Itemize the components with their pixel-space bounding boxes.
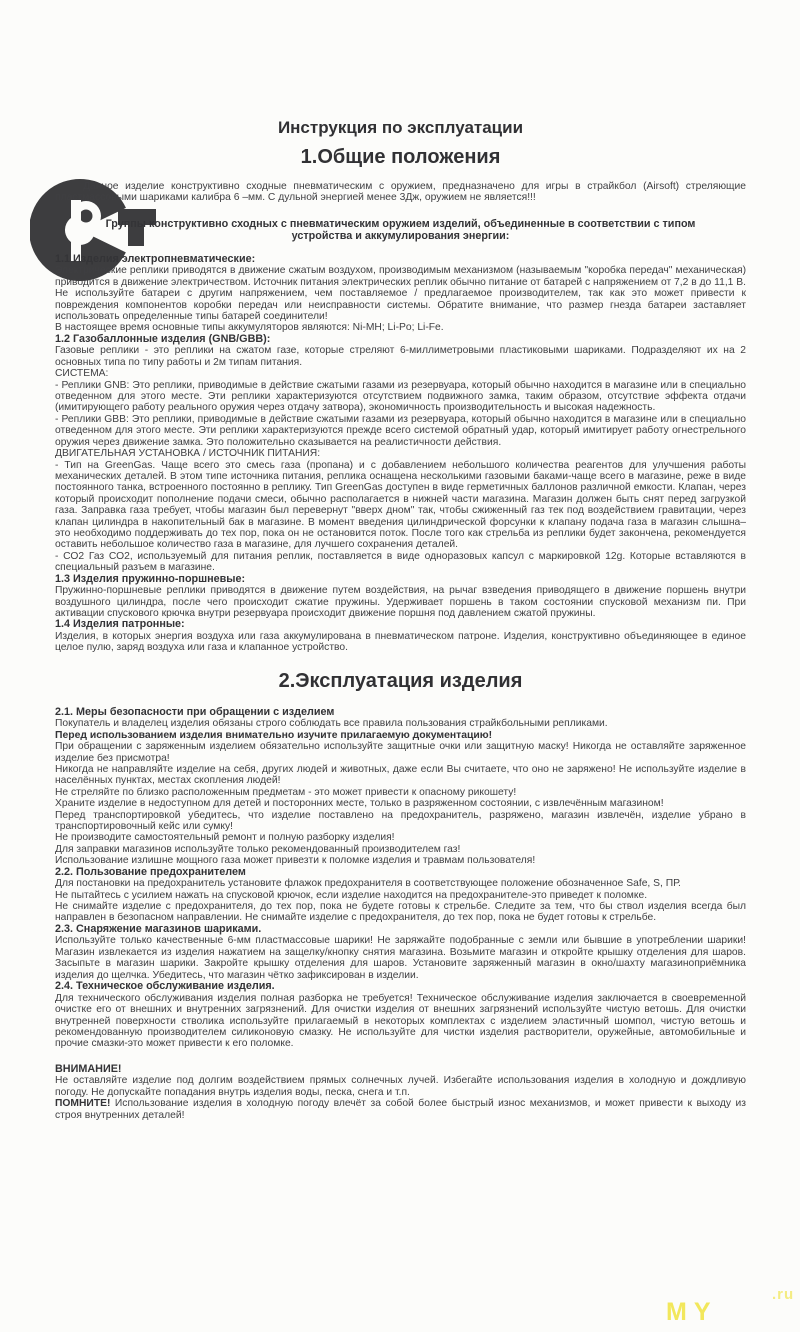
paragraph: Используйте только качественные 6-мм пластмассовые шарики! Не заряжайте подобранные с земли или бывшие в употреблении шарики! Магазин извлекается из изделия нажатием на защелку/кнопку снятия магазина. Возьмите магазин и откройте крышку отделения для шаров. Засыпьте в магазин шарики. Закройте крышку отделения для шаров. Установите заряженный магазин в окно/шахту магазиноприёмника изделия до щелчка. Убедитесь, что магазин чётко зафиксирован в изделии. — [55, 935, 746, 981]
paragraph: Использование излишне мощного газа может привезти к поломке изделия и травмам пользователя! — [55, 855, 536, 867]
paragraph: Покупатель и владелец изделия обязаны строго соблюдать все правила пользования страйкбольными репликами. — [55, 718, 608, 730]
warning-heading: ВНИМАНИЕ! — [55, 1062, 122, 1075]
subsection-heading: 2.1. Меры безопасности при обращении с изделием — [55, 705, 335, 718]
paragraph: - СО2 Газ СО2, используемый для питания реплик, поставляется в виде одноразовых капсул с маркировкой 12g. Которые вставляются в специальный разъем в магазине. — [55, 550, 746, 574]
paragraph: Пружинно-поршневые реплики приводятся в движение путем воздействия, на рычаг взведения приводящего в движение поршень внутри воздушного цилиндра, после чего происходит сжатие пружины. Удерживает поршень в таком состоянии спусковой механизм пи. При активации спускового крючка внутри резервуара происходит движение поршня под давлением сжатой пружины. — [55, 585, 746, 619]
paragraph: Для постановки на предохранитель установите флажок предохранителя в соответствующее положение обозначенное Safe, S, ПР. — [55, 878, 681, 890]
paragraph: ДВИГАТЕЛЬНАЯ УСТАНОВКА / ИСТОЧНИК ПИТАНИЯ: — [55, 448, 321, 460]
paragraph: Не пытайтесь с усилием нажать на спусковой крючок, если изделие находится на предохранителе-это приведет к поломке. — [55, 889, 648, 901]
notice-paragraph: ПОМНИТЕ! Использование изделия в холодную погоду влечёт за собой более быстрый износ механизмов, и может привести к выходу из строя внутренних деталей! — [55, 1098, 746, 1121]
scanned-manual-page — [0, 118, 800, 1332]
bold-notice-line: Перед использованием изделия внимательно изучите прилагаемую документацию! — [55, 729, 493, 741]
subsection-heading: 2.4. Техническое обслуживание изделия. — [55, 980, 275, 993]
paragraph: Не снимайте изделие с предохранителя, до тех пор, пока не будете готовы к стрельбе. Следите за тем, что бы ствол изделия всегда был направлен в безопасном направлении. Не снимайте изделие с предохранителя, до тех пор, пока не будет готовы к стрельбе. — [55, 901, 746, 924]
section-heading: 2.Эксплуатация изделия — [278, 669, 523, 692]
paragraph: Изделия, в которых энергия воздуха или газа аккумулирована в пневматическом патроне. Изделия, конструктивно объединяющее в единое целое пулю, заряд воздуха или газа и клапанное устройство. — [55, 630, 746, 654]
paragraph: Не производите самостоятельный ремонт и полную разборку изделия! — [55, 832, 395, 844]
paragraph: Электрические реплики приводятся в движение сжатым воздухом, производимым механизмом (называемым "коробка передач" механическая) приводится в движение электричеством. Источник питания электрических реплик обычно питание от батарей с напряжением от 7,2 в до 11,1 В. Не используйте батареи с другим напряжением, чем поставляемое / предлагаемое производителем, так как это может привести к повреждения компонентов коробки передач или неисправности системы. Обратите внимание, что размер гнезда батареи заставляет использовать определенные типы батарей соединители! — [55, 265, 746, 323]
paragraph: Газовые реплики - это реплики на сжатом газе, которые стреляют 6-миллиметровыми пластиковыми шариками. Подразделяют их на 2 основных типа по типу работы и 2м типам питания. — [55, 345, 746, 368]
paragraph: Не оставляйте изделие под долгим воздействием прямых солнечных лучей. Избегайте использования изделия в холодную и дождливую погоду. Не допускайте попадания внутрь изделия воды, песка, снега и т.п. — [55, 1075, 746, 1098]
paragraph: В настоящее время основные типы аккумуляторов являются: Ni-MH; Li-Po; Li-Fe. — [55, 322, 444, 334]
notice-lead: ПОМНИТЕ! — [55, 1098, 111, 1110]
paragraph: Храните изделие в недоступном для детей и посторонних месте, только в разряженном состоянии, с извлечённым магазином! — [55, 798, 664, 810]
paragraph: Никогда не направляйте изделие на себя, других людей и животных, даже если Вы считаете, что оно не заряжено! Не используйте изделие в населённых пунктах, местах скопления людей! — [55, 764, 746, 787]
paragraph: Для технического обслуживания изделия полная разборка не требуется! Техническое обслуживание изделия заключается в своевременной очистке его от внешних и внутренних загрязнений. Для очистки изделия от внешних загрязнений используйте чистую ветошь. Для очистки внутренней поверхности стволика используйте прилагаемый в некоторых комплектах с изделием эластичный шомпол, чистую ветошь и рекомендованную производителем силиконовую смазку. Не используйте для чистки изделия растворители, оружейные, автомобильные и прочие смазки-это может привести к его поломке. — [55, 992, 746, 1050]
paragraph: - Реплики GNB: Это реплики, приводимые в действие сжатыми газами из резервуара, который обычно находится в магазине или в специально отведенном для этого месте. Эти реплики характеризуются отсутствием подвижного замка, таким образом, отсутствие эффекта отдачи (имитирующего работу реального оружия через отдачу затвора), экономичность производительность и высокая надежность. — [55, 379, 746, 414]
subsection-heading: 1.2 Газобаллонные изделия (GNB/GBB): — [55, 332, 271, 345]
subsection-heading: 1.4 Изделия патронные: — [55, 618, 185, 631]
subsection-heading: 1.3 Изделия пружинно-поршневые: — [55, 572, 246, 585]
paragraph: При обращении с заряженным изделием обязательно используйте защитные очки или защитную маску! Никогда не оставляйте заряженное изделие без присмотра! — [55, 741, 746, 764]
paragraph: - Тип на GreenGas. Чаще всего это смесь газа (пропана) и с добавлением небольшого количества реагентов для улучшения работы механических деталей. В этом типе источника питания, реплика оснащена несколькими газовыми баками-чаще всего в магазине, реже в виде постоянного танка, встроенного постоянно в реплику. Тип GreenGas доступен в виде герметичных баллонов различной емкости. Клапан, через который происходит пополнение подачи смеси, обычно располагается в нижней части магазина. Магазин должен быть снят перед загрузкой газа. Заправка газа требует, чтобы магазин был перевернут "вверх дном" так, чтобы сжиженный газ тек под воздействием гравитации, через клапан цилиндра в накопительный бак в магазине. В момент введения цилиндрической форсунки к клапану подача газа в магазин слышна– это необходимо поддерживать до тех пор, пока он не остановится поток. После того как стрельба из реплики будет закончена, рекомендуется оставить небольшое количество газа в магазине, для лучшего сохранения деталей. — [55, 459, 746, 551]
paragraph: - Реплики GBB: Это реплики, приводимые в действие сжатыми газами из резервуара, который обычно находится в магазине или в специально отведенном для этого месте. Эти реплики характеризуются прежде всего системой обратный удар, который имитирует работу огнестрельного оружия через движение замка. Это положительно сказывается на реалистичности действия. — [55, 413, 746, 448]
watermark-domain-suffix: .ru — [772, 1286, 795, 1303]
paragraph: Не стреляйте по близко расположенным предметам - это может привести к опасному рикошету! — [55, 786, 517, 798]
group-heading: Группы конструктивно сходных с пневматическим оружием изделий, объединенные в соответствии с типом устройства и аккумулирования энергии: — [105, 217, 696, 242]
subsection-heading: 2.3. Снаряжение магазинов шариками. — [55, 922, 262, 935]
section-heading: 1.Общие положения — [300, 146, 501, 168]
watermark-text: MY — [666, 1298, 718, 1326]
paragraph: СИСТЕМА: — [55, 368, 109, 380]
subsection-heading: 2.2. Пользование предохранителем — [55, 865, 246, 878]
document-body — [0, 118, 800, 1121]
paragraph: Для заправки магазинов используйте только рекомендованный производителем газ! — [55, 843, 461, 855]
paragraph: Перед транспортировкой убедитесь, что изделие поставлено на предохранитель, разряжено, магазин извлечён, изделие убрано в транспортировочный кейс или сумку! — [55, 809, 746, 833]
document-title: Инструкция по эксплуатации — [277, 118, 524, 137]
intro-paragraph: Данное изделие конструктивно сходные пневматическим с оружием, предназначено для игры в страйкбол (Airsoft) стреляющие пластмассовыми шариками калибра 6 –мм. С дульной энергией менее 3Дж, оружием не является!!! — [55, 181, 746, 204]
subsection-heading: 1.1 Изделия электропневматические: — [55, 252, 256, 265]
